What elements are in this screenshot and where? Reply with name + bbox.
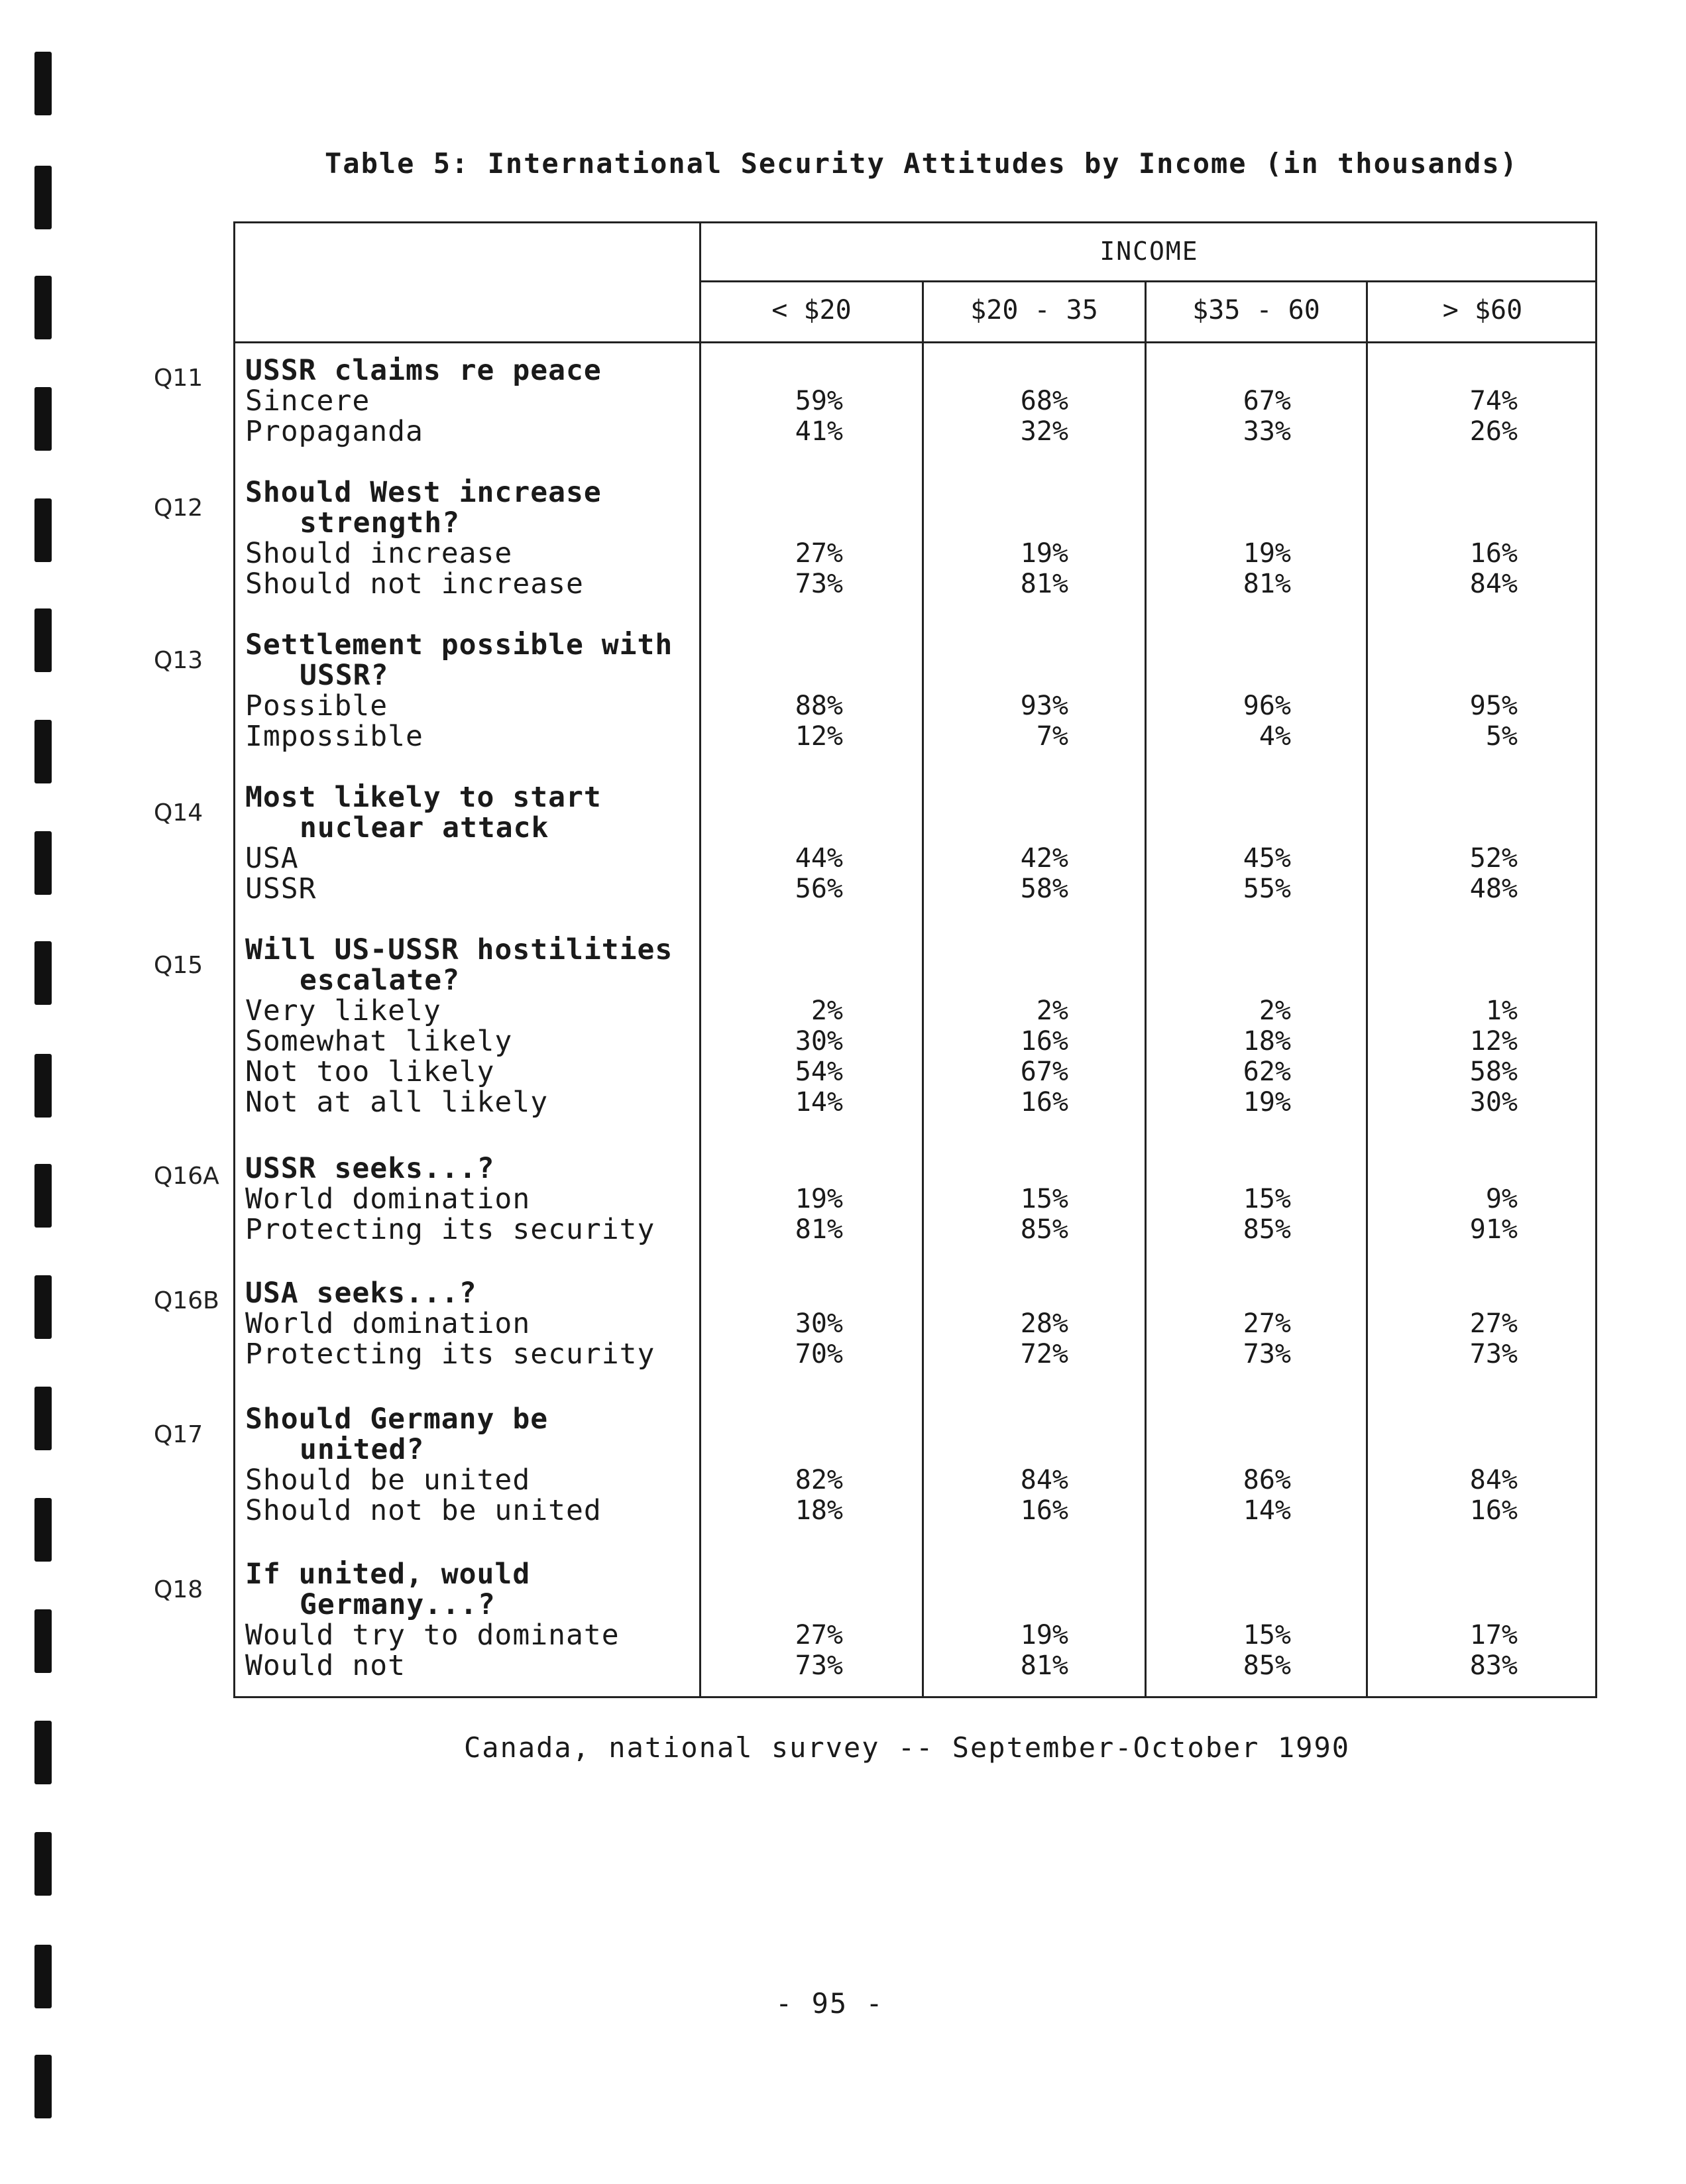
table-cell-value: 27% xyxy=(795,538,843,569)
table-cell-value: 28% xyxy=(1020,1308,1068,1339)
question-text: Settlement possible with xyxy=(245,628,673,661)
binding-hole-mark xyxy=(34,166,52,229)
question-text: Will US-USSR hostilities xyxy=(245,933,673,966)
table-cell-value: 81% xyxy=(1020,1650,1068,1681)
table-cell-value: 82% xyxy=(795,1465,843,1495)
table-cell-value: 27% xyxy=(1243,1308,1291,1339)
column-header-gt60: > $60 xyxy=(1442,295,1523,325)
table-cell-value: 16% xyxy=(1020,1495,1068,1526)
table-cell-value: 58% xyxy=(1020,874,1068,904)
table-cell-value: 16% xyxy=(1469,1495,1518,1526)
binding-hole-mark xyxy=(34,498,52,562)
answer-label: Possible xyxy=(245,689,388,722)
table-cell-value: 2% xyxy=(1259,996,1291,1026)
binding-hole-mark xyxy=(34,1054,52,1118)
question-text: USSR? xyxy=(300,659,389,692)
table-cell-value: 17% xyxy=(1469,1620,1518,1650)
question-id: Q17 xyxy=(154,1421,203,1448)
table-cell-value: 45% xyxy=(1243,843,1291,874)
binding-hole-mark xyxy=(34,276,52,339)
question-text: escalate? xyxy=(300,964,460,997)
table-cell-value: 72% xyxy=(1020,1339,1068,1369)
table-cell-value: 19% xyxy=(795,1184,843,1214)
table-cell-value: 81% xyxy=(795,1214,843,1245)
table-cell-value: 7% xyxy=(1036,721,1068,752)
column-header-20-35: $20 - 35 xyxy=(970,295,1098,325)
table-cell-value: 30% xyxy=(795,1026,843,1057)
table-cell-value: 19% xyxy=(1020,538,1068,569)
answer-label: Should be united xyxy=(245,1464,531,1497)
question-id: Q14 xyxy=(154,799,203,827)
answer-label: USSR xyxy=(245,872,317,905)
question-text: Germany...? xyxy=(300,1588,496,1621)
answer-label: Not at all likely xyxy=(245,1086,549,1119)
table-cell-value: 85% xyxy=(1243,1214,1291,1245)
question-text: strength? xyxy=(300,506,460,540)
answer-label: USA xyxy=(245,842,299,875)
table-cell-value: 30% xyxy=(795,1308,843,1339)
answer-label: Sincere xyxy=(245,384,370,418)
binding-hole-mark xyxy=(34,608,52,672)
binding-hole-mark xyxy=(34,1164,52,1228)
question-id: Q16A xyxy=(154,1163,219,1190)
answer-label: Somewhat likely xyxy=(245,1025,513,1058)
table-cell-value: 73% xyxy=(795,569,843,599)
binding-hole-mark xyxy=(34,1275,52,1339)
table-cell-value: 84% xyxy=(1469,1465,1518,1495)
table-cell-value: 93% xyxy=(1020,691,1068,721)
table-cell-value: 56% xyxy=(795,874,843,904)
table-cell-value: 73% xyxy=(795,1650,843,1681)
question-id: Q18 xyxy=(154,1576,203,1603)
answer-label: Very likely xyxy=(245,994,441,1027)
table-cell-value: 73% xyxy=(1243,1339,1291,1369)
table-cell-value: 42% xyxy=(1020,843,1068,874)
table-cell-value: 27% xyxy=(1469,1308,1518,1339)
question-id: Q12 xyxy=(154,494,203,522)
table-cell-value: 5% xyxy=(1485,721,1518,752)
answer-label: Would try to dominate xyxy=(245,1619,620,1652)
table-title: Table 5: International Security Attitudes by Income (in thousands) xyxy=(325,147,1518,180)
header-rule-1 xyxy=(699,280,1595,282)
table-cell-value: 15% xyxy=(1020,1184,1068,1214)
binding-hole-mark xyxy=(34,1609,52,1673)
question-id: Q13 xyxy=(154,647,203,674)
table-cell-value: 18% xyxy=(1243,1026,1291,1057)
binding-hole-mark xyxy=(34,941,52,1005)
table-cell-value: 19% xyxy=(1243,538,1291,569)
binding-hole-mark xyxy=(34,1498,52,1562)
table-cell-value: 16% xyxy=(1469,538,1518,569)
answer-label: Protecting its security xyxy=(245,1338,655,1371)
page-number: - 95 - xyxy=(775,1987,884,2020)
col-divider-1 xyxy=(922,280,924,1696)
table-cell-value: 74% xyxy=(1469,386,1518,416)
table-cell-value: 95% xyxy=(1469,691,1518,721)
answer-label: Should not increase xyxy=(245,567,584,601)
question-text: USSR claims re peace xyxy=(245,354,602,387)
table-cell-value: 62% xyxy=(1243,1057,1291,1087)
table-cell-value: 55% xyxy=(1243,874,1291,904)
table-cell-value: 48% xyxy=(1469,874,1518,904)
col-divider-2 xyxy=(1145,280,1147,1696)
table-cell-value: 84% xyxy=(1020,1465,1068,1495)
question-id: Q15 xyxy=(154,952,203,979)
table-cell-value: 54% xyxy=(795,1057,843,1087)
table-cell-value: 91% xyxy=(1469,1214,1518,1245)
table-cell-value: 14% xyxy=(795,1087,843,1118)
table-cell-value: 41% xyxy=(795,416,843,447)
table-cell-value: 4% xyxy=(1259,721,1291,752)
question-id: Q16B xyxy=(154,1287,219,1314)
table-cell-value: 19% xyxy=(1243,1087,1291,1118)
answer-label: Not too likely xyxy=(245,1055,495,1088)
table-cell-value: 59% xyxy=(795,386,843,416)
question-text: If united, would xyxy=(245,1558,531,1591)
table-cell-value: 32% xyxy=(1020,416,1068,447)
table-cell-value: 52% xyxy=(1469,843,1518,874)
table-cell-value: 26% xyxy=(1469,416,1518,447)
table-cell-value: 15% xyxy=(1243,1184,1291,1214)
table-cell-value: 2% xyxy=(1036,996,1068,1026)
column-header-35-60: $35 - 60 xyxy=(1192,295,1320,325)
table-cell-value: 16% xyxy=(1020,1087,1068,1118)
table-cell-value: 33% xyxy=(1243,416,1291,447)
col-divider-3 xyxy=(1366,280,1368,1696)
survey-source-note: Canada, national survey -- September-October 1990 xyxy=(464,1731,1351,1764)
question-text: Should West increase xyxy=(245,476,602,509)
col-divider-0 xyxy=(699,223,701,1696)
binding-hole-mark xyxy=(34,1945,52,2008)
table-cell-value: 18% xyxy=(795,1495,843,1526)
binding-hole-mark xyxy=(34,831,52,895)
binding-hole-mark xyxy=(34,2055,52,2118)
table-cell-value: 19% xyxy=(1020,1620,1068,1650)
income-header: INCOME xyxy=(1099,237,1199,266)
table-cell-value: 15% xyxy=(1243,1620,1291,1650)
binding-hole-mark xyxy=(34,720,52,783)
column-header-lt20: < $20 xyxy=(771,295,852,325)
header-rule-2 xyxy=(235,341,1595,343)
table-cell-value: 16% xyxy=(1020,1026,1068,1057)
table-cell-value: 58% xyxy=(1469,1057,1518,1087)
table-cell-value: 83% xyxy=(1469,1650,1518,1681)
table-cell-value: 96% xyxy=(1243,691,1291,721)
table-cell-value: 2% xyxy=(811,996,843,1026)
table-cell-value: 67% xyxy=(1020,1057,1068,1087)
table-cell-value: 12% xyxy=(795,721,843,752)
question-text: Most likely to start xyxy=(245,781,602,814)
table-cell-value: 70% xyxy=(795,1339,843,1369)
question-id: Q11 xyxy=(154,365,203,392)
question-text: USSR seeks...? xyxy=(245,1152,495,1185)
answer-label: Would not xyxy=(245,1649,406,1682)
question-text: USA seeks...? xyxy=(245,1277,477,1310)
table-cell-value: 85% xyxy=(1243,1650,1291,1681)
table-cell-value: 67% xyxy=(1243,386,1291,416)
table-cell-value: 86% xyxy=(1243,1465,1291,1495)
binding-hole-mark xyxy=(34,52,52,115)
table-cell-value: 30% xyxy=(1469,1087,1518,1118)
table-cell-value: 68% xyxy=(1020,386,1068,416)
table-cell-value: 1% xyxy=(1485,996,1518,1026)
binding-hole-mark xyxy=(34,1387,52,1450)
table-cell-value: 44% xyxy=(795,843,843,874)
binding-hole-mark xyxy=(34,1721,52,1784)
table-cell-value: 12% xyxy=(1469,1026,1518,1057)
question-text: Should Germany be xyxy=(245,1403,549,1436)
answer-label: Propaganda xyxy=(245,415,423,448)
table-cell-value: 27% xyxy=(795,1620,843,1650)
table-cell-value: 73% xyxy=(1469,1339,1518,1369)
binding-hole-mark xyxy=(34,1832,52,1896)
table-cell-value: 85% xyxy=(1020,1214,1068,1245)
answer-label: Should not be united xyxy=(245,1494,602,1527)
question-text: united? xyxy=(300,1433,425,1466)
answer-label: Should increase xyxy=(245,537,513,570)
table-cell-value: 9% xyxy=(1485,1184,1518,1214)
binding-hole-mark xyxy=(34,387,52,451)
answer-label: World domination xyxy=(245,1307,531,1340)
answer-label: World domination xyxy=(245,1182,531,1216)
table-cell-value: 81% xyxy=(1243,569,1291,599)
table-cell-value: 84% xyxy=(1469,569,1518,599)
answer-label: Impossible xyxy=(245,720,423,753)
table-cell-value: 88% xyxy=(795,691,843,721)
answer-label: Protecting its security xyxy=(245,1213,655,1246)
table-cell-value: 14% xyxy=(1243,1495,1291,1526)
table-cell-value: 81% xyxy=(1020,569,1068,599)
question-text: nuclear attack xyxy=(300,811,549,844)
